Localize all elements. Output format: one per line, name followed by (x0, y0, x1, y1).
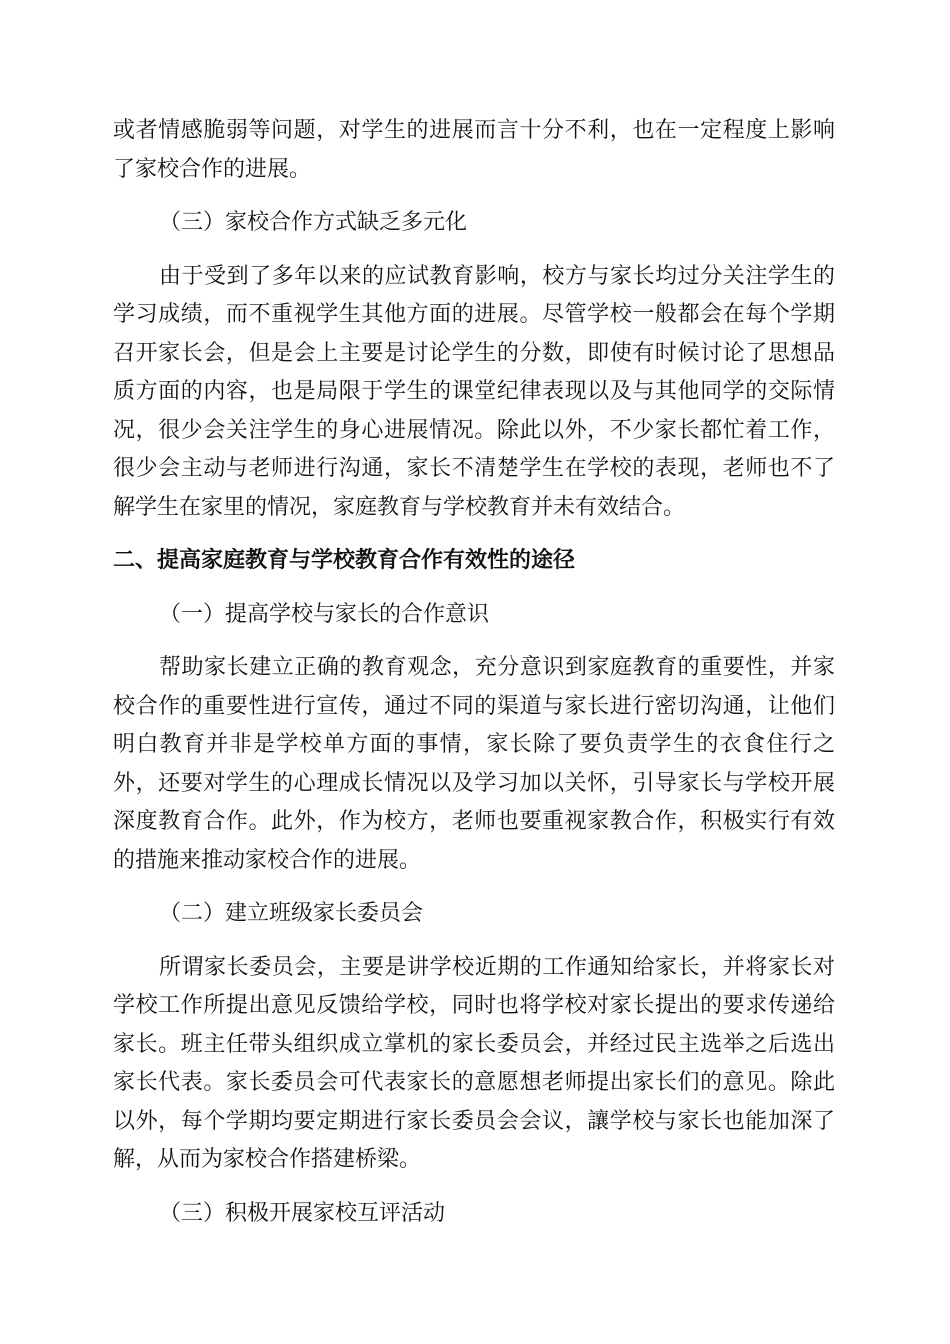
paragraph-parent-committee: 所谓家长委员会，主要是讲学校近期的工作通知给家长，并将家长对学校工作所提出意见反馈给学校，同时也将学校对家长提出的要求传递给家长。班主任带头组织成立掌机的家长委员会，并经过民主选举之后选出家长代表。家长委员会可代表家长的意愿想老师提出家长们的意见。除此以外，每个学期均要定期进行家长委员会会议，讓学校与家长也能加深了解，从而为家校合作搭建桥梁。 (113, 954, 835, 1172)
paragraph-help-parents: 帮助家长建立正确的教育观念，充分意识到家庭教育的重要性，并家校合作的重要性进行宣传，通过不同的渠道与家长进行密切沟通，让他们明白教育并非是学校单方面的事情，家长除了要负责学生的衣食住行之外，还要对学生的心理成长情况以及学习加以关怀，引导家长与学校开展深度教育合作。此外，作为校方，老师也要重视家教合作，积极实行有效的措施来推动家校合作的进展。 (113, 655, 835, 873)
section-heading: 二、提高家庭教育与学校教育合作有效性的途径 (113, 548, 576, 573)
subheading-mutual-evaluation: （三）积极开展家校互评活动 (159, 1200, 446, 1226)
paragraph-exam-influence: 由于受到了多年以来的应试教育影响，校方与家长均过分关注学生的学习成绩，而不重视学生其他方面的进展。尽管学校一般都会在每个学期召开家长会，但是会上主要是讨论学生的分数，即使有时候讨论了思想品质方面的内容，也是局限于学生的课堂纪律表现以及与其他同学的交际情况，很少会关注学生的身心进展情况。除此以外，不少家长都忙着工作，很少会主动与老师进行沟通，家长不清楚学生在学校的表现，老师也不了解学生在家里的情况，家庭教育与学校教育并未有效结合。 (113, 263, 835, 520)
subheading-parent-committee: （二）建立班级家长委员会 (159, 901, 424, 926)
subheading-cooperation-awareness: （一）提高学校与家长的合作意识 (159, 601, 490, 627)
subheading-diversity: （三）家校合作方式缺乏多元化 (159, 210, 468, 235)
paragraph-continuation: 或者情感脆弱等问题，对学生的进展而言十分不利，也在一定程度上影响了家校合作的进展。 (113, 118, 835, 182)
document-page (113, 112, 835, 1233)
